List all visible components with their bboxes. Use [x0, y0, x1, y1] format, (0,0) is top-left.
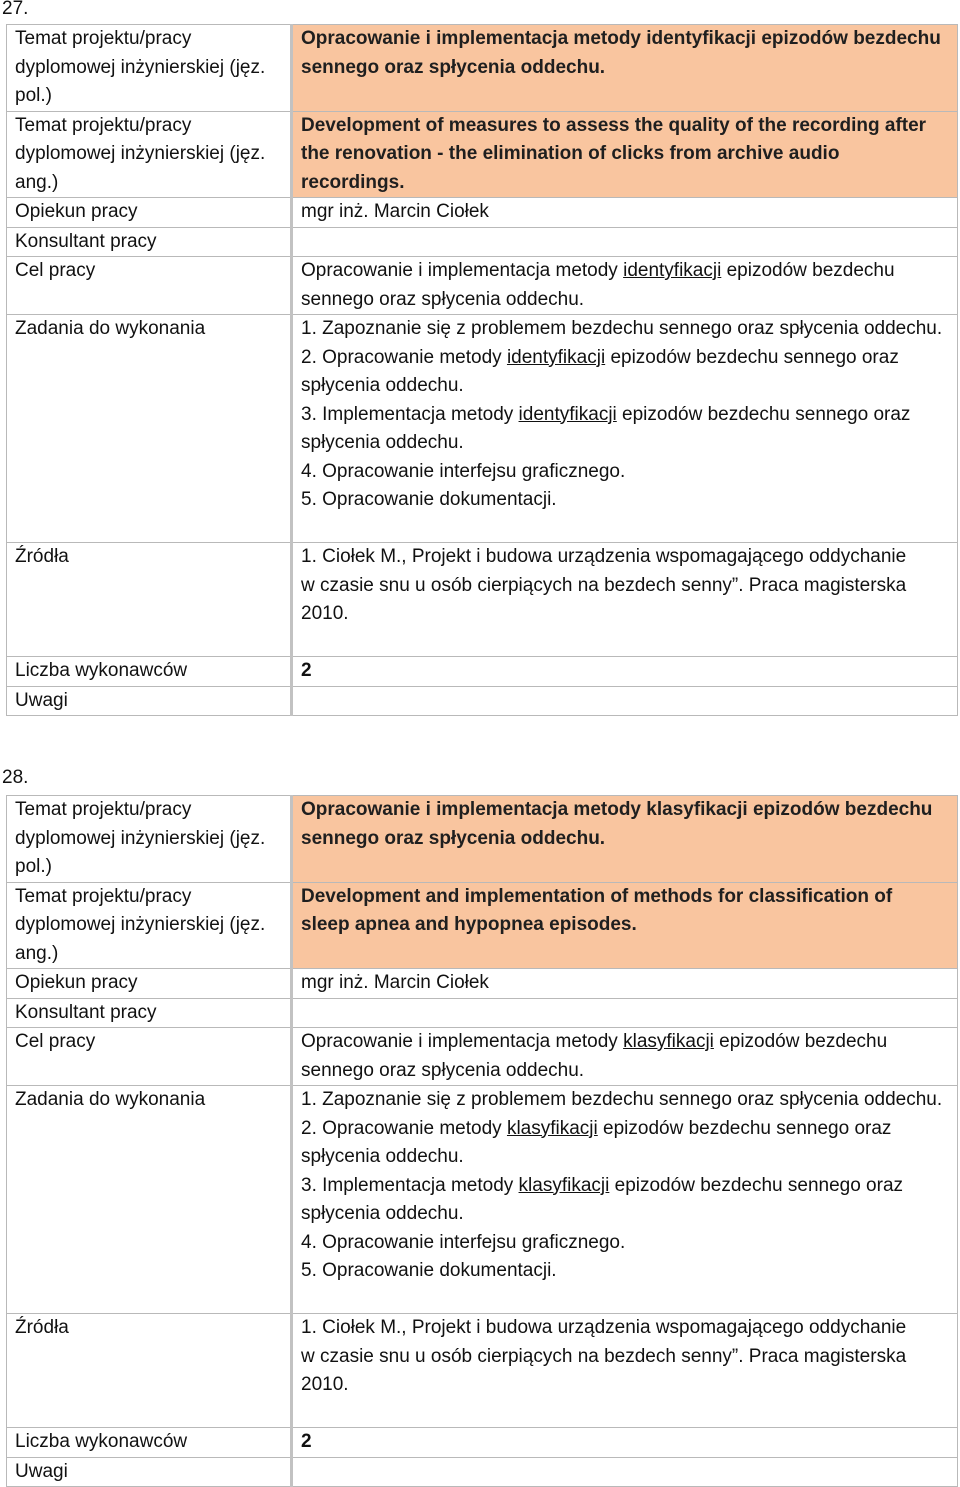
- task-text: 4. Opracowanie interfejsu graficznego.: [301, 460, 626, 482]
- label-title-pl: Temat projektu/pracy dyplomowej inżynierskiej (jęz. pol.): [7, 796, 292, 883]
- row-tasks: [7, 1086, 958, 1314]
- label-tasks: Zadania do wykonania: [7, 1086, 292, 1314]
- label-notes: Uwagi: [7, 686, 292, 716]
- task-item: [301, 315, 943, 344]
- value-tasks: [292, 315, 958, 543]
- row-count: [7, 657, 958, 687]
- value-consultant: [292, 998, 958, 1028]
- task-text: 2. Opracowanie metody: [301, 1117, 507, 1139]
- row-consultant: [7, 227, 958, 257]
- value-consultant: [292, 227, 958, 257]
- entry-number: 28.: [2, 767, 29, 788]
- task-keyword: klasyfikacji: [518, 1174, 610, 1196]
- value-notes: [292, 1457, 958, 1487]
- value-notes: [292, 686, 958, 716]
- value-supervisor: mgr inż. Marcin Ciołek: [292, 969, 958, 999]
- value-supervisor: mgr inż. Marcin Ciołek: [292, 198, 958, 228]
- goal-text: Opracowanie i implementacja metody: [301, 1031, 624, 1052]
- source-line: 1. Ciołek M., Projekt i budowa urządzenia wspomagającego oddychanie: [301, 546, 907, 567]
- thesis-form-28: [6, 795, 958, 1487]
- source-line: w czasie snu u osób cierpiących na bezdech senny”. Praca magisterska 2010.: [301, 574, 907, 624]
- value-title-pl: Opracowanie i implementacja metody klasyfikacji epizodów bezdechu sennego oraz spłycenia oddechu.: [292, 796, 958, 883]
- task-item: [301, 458, 943, 487]
- task-item: [301, 486, 943, 515]
- task-text-end: epizodów bezdechu sennego oraz spłycenia oddechu.: [301, 403, 911, 453]
- task-item: [301, 1172, 943, 1229]
- task-item: [301, 1229, 943, 1258]
- row-count: [7, 1428, 958, 1458]
- task-item: [301, 1115, 943, 1172]
- value-title-en: Development of measures to assess the quality of the recording after the renovation - the elimination of clicks from archive audio recordings.: [292, 111, 958, 198]
- row-tasks: [7, 315, 958, 543]
- label-consultant: Konsultant pracy: [7, 227, 292, 257]
- task-text: 1. Zapoznanie się z problemem bezdechu sennego oraz spłycenia oddechu.: [301, 318, 943, 339]
- value-title-pl: Opracowanie i implementacja metody identyfikacji epizodów bezdechu sennego oraz spłycenia oddechu.: [292, 25, 958, 112]
- label-title-en: Temat projektu/pracy dyplomowej inżynierskiej (jęz. ang.): [7, 882, 292, 969]
- row-notes: [7, 1457, 958, 1487]
- goal-keyword: klasyfikacji: [623, 1031, 714, 1052]
- label-goal: Cel pracy: [7, 257, 292, 315]
- task-text: 2. Opracowanie metody: [301, 346, 507, 368]
- label-count: Liczba wykonawców: [7, 657, 292, 687]
- label-supervisor: Opiekun pracy: [7, 198, 292, 228]
- value-title-en: Development and implementation of methods for classification of sleep apnea and hypopnea episodes.: [292, 882, 958, 969]
- task-text: 4. Opracowanie interfejsu graficznego.: [301, 1231, 626, 1253]
- label-tasks: Zadania do wykonania: [7, 315, 292, 543]
- task-item: [301, 401, 943, 458]
- task-keyword: identyfikacji: [506, 346, 606, 368]
- value-goal: [292, 1028, 958, 1086]
- row-goal: [7, 257, 958, 315]
- entry-number: 27.: [2, 0, 29, 19]
- value-count: 2: [292, 1428, 958, 1458]
- row-goal: [7, 1028, 958, 1086]
- goal-keyword: identyfikacji: [623, 260, 722, 281]
- value-tasks: [292, 1086, 958, 1314]
- label-title-en: Temat projektu/pracy dyplomowej inżynierskiej (jęz. ang.): [7, 111, 292, 198]
- goal-text: Opracowanie i implementacja metody: [301, 260, 624, 281]
- row-notes: [7, 686, 958, 716]
- value-sources: [292, 543, 958, 657]
- source-line: 1. Ciołek M., Projekt i budowa urządzenia wspomagającego oddychanie: [301, 1317, 907, 1338]
- label-notes: Uwagi: [7, 1457, 292, 1487]
- task-text-end: epizodów bezdechu sennego oraz spłycenia oddechu.: [301, 1117, 892, 1167]
- label-supervisor: Opiekun pracy: [7, 969, 292, 999]
- label-sources: Źródła: [7, 1314, 292, 1428]
- task-text: 3. Implementacja metody: [301, 403, 519, 425]
- label-title-pl: Temat projektu/pracy dyplomowej inżynierskiej (jęz. pol.): [7, 25, 292, 112]
- row-consultant: [7, 998, 958, 1028]
- label-consultant: Konsultant pracy: [7, 998, 292, 1028]
- source-line: w czasie snu u osób cierpiących na bezdech senny”. Praca magisterska 2010.: [301, 1345, 907, 1395]
- task-text-end: epizodów bezdechu sennego oraz spłycenia oddechu.: [301, 1174, 904, 1224]
- row-title-pl: [7, 25, 958, 112]
- row-supervisor: [7, 198, 958, 228]
- goal-text-end: epizodów bezdechu sennego oraz spłycenia oddechu.: [301, 1031, 888, 1081]
- task-item: [301, 344, 943, 401]
- row-title-en: [7, 111, 958, 198]
- task-keyword: klasyfikacji: [506, 1117, 598, 1139]
- thesis-form-27: [6, 24, 958, 716]
- value-count: 2: [292, 657, 958, 687]
- task-keyword: identyfikacji: [518, 403, 617, 425]
- task-text: 3. Implementacja metody: [301, 1174, 519, 1196]
- row-sources: [7, 543, 958, 657]
- label-goal: Cel pracy: [7, 1028, 292, 1086]
- task-text: 5. Opracowanie dokumentacji.: [301, 1260, 557, 1281]
- label-sources: Źródła: [7, 543, 292, 657]
- row-title-en: [7, 882, 958, 969]
- label-count: Liczba wykonawców: [7, 1428, 292, 1458]
- row-title-pl: [7, 796, 958, 883]
- task-text: 5. Opracowanie dokumentacji.: [301, 489, 557, 510]
- row-supervisor: [7, 969, 958, 999]
- task-item: [301, 1257, 943, 1286]
- task-item: [301, 1086, 943, 1115]
- task-text-end: epizodów bezdechu sennego oraz spłycenia oddechu.: [301, 346, 899, 396]
- value-sources: [292, 1314, 958, 1428]
- goal-text-end: epizodów bezdechu sennego oraz spłycenia oddechu.: [301, 260, 895, 310]
- row-sources: [7, 1314, 958, 1428]
- task-text: 1. Zapoznanie się z problemem bezdechu sennego oraz spłycenia oddechu.: [301, 1089, 943, 1110]
- value-goal: [292, 257, 958, 315]
